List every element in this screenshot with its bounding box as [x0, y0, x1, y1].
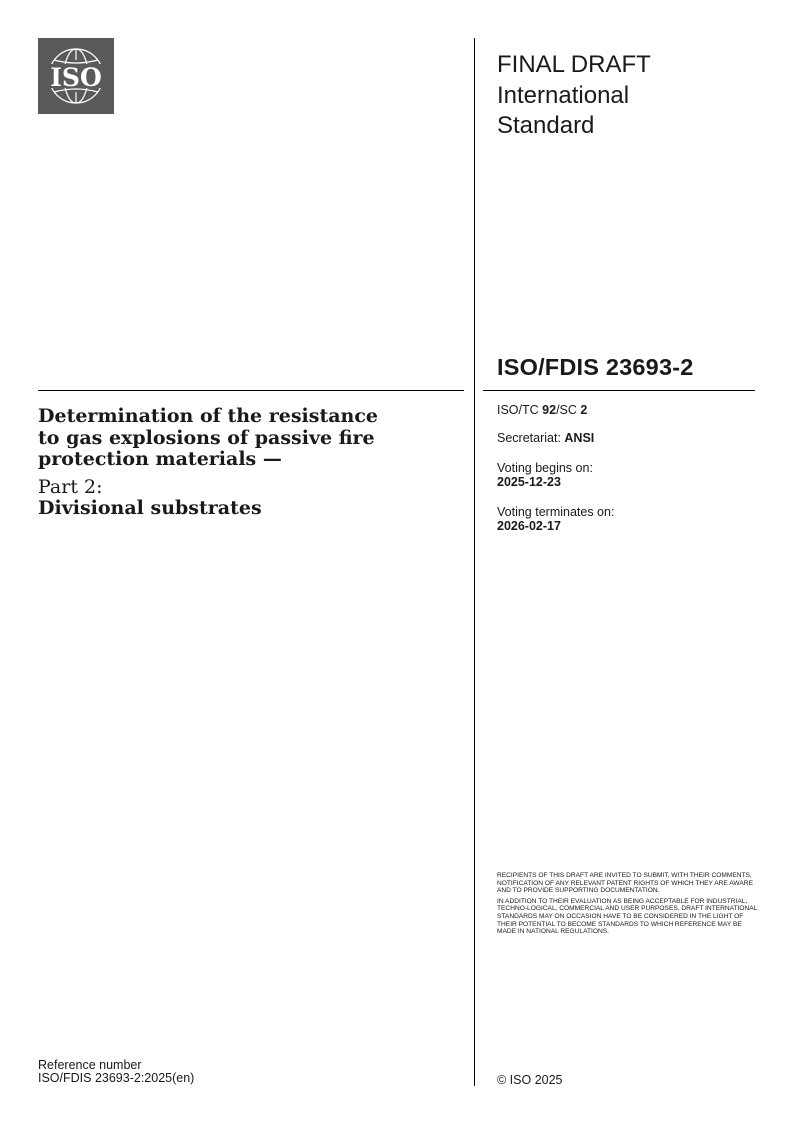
globe-icon: [38, 38, 114, 114]
part-title: Divisional substrates: [38, 497, 262, 519]
committee-reference: [497, 403, 587, 417]
secretariat-value: ANSI: [564, 431, 595, 445]
notice-paragraph-2: IN ADDITION TO THEIR EVALUATION AS BEING ACCEPTABLE FOR INDUSTRIAL, TECHNO-LOGICAL, COMMERCIAL AND USER PURPOSES, DRAFT INTERNATIONAL STANDARDS MAY ON OCCASION HAVE TO BE CONSIDERED IN THE LIGHT OF THEIR POTENTIAL TO BECOME STANDARDS TO WHICH REFERENCE MAY BE MADE IN NATIONAL REGULATIONS.: [497, 897, 758, 936]
stage-line-1: FINAL DRAFT: [497, 51, 651, 78]
document-title: [38, 406, 458, 520]
title-line-1: Determination of the resistance: [38, 405, 379, 427]
notice-paragraph-1: RECIPIENTS OF THIS DRAFT ARE INVITED TO SUBMIT, WITH THEIR COMMENTS, NOTIFICATION OF ANY RELEVANT PATENT RIGHTS OF WHICH THEY ARE AWARE AND TO PROVIDE SUPPORTING DOCUMENTATION.: [497, 872, 753, 895]
draft-notice: [497, 872, 759, 939]
stage-line-3: Standard: [497, 112, 595, 139]
voting-begins-date: 2025-12-23: [497, 475, 561, 489]
reference-value: ISO/FDIS 23693-2:2025(en): [38, 1070, 195, 1085]
sc-number: 2: [580, 403, 588, 417]
document-stage: [497, 50, 757, 142]
main-title: [38, 406, 458, 471]
reference-number: [38, 1059, 194, 1084]
title-line-2: to gas explosions of passive fire: [38, 426, 375, 449]
voting-terminates: [497, 505, 614, 533]
copyright: © ISO 2025: [497, 1073, 563, 1087]
voting-begins-label: Voting begins on:: [497, 461, 593, 475]
committee-prefix: ISO/TC: [497, 403, 543, 417]
title-divider: [38, 390, 464, 391]
stage-line-2: International: [497, 81, 630, 109]
voting-terminates-label: Voting terminates on:: [497, 505, 615, 519]
voting-terminates-date: 2026-02-17: [497, 519, 561, 533]
iso-logo: [38, 38, 114, 114]
tc-number: 92: [542, 403, 557, 417]
committee-mid: /SC: [556, 403, 581, 417]
reference-label: Reference number: [38, 1058, 142, 1072]
part-label: Part 2:: [38, 475, 103, 498]
vertical-divider: [474, 38, 475, 1086]
voting-begins: [497, 461, 593, 489]
logo-text: ISO: [50, 63, 102, 92]
number-divider: [483, 390, 755, 391]
secretariat: [497, 431, 594, 445]
title-line-3: protection materials —: [38, 448, 282, 470]
secretariat-label: Secretariat:: [497, 431, 565, 445]
document-number: ISO/FDIS 23693-2: [497, 354, 694, 380]
